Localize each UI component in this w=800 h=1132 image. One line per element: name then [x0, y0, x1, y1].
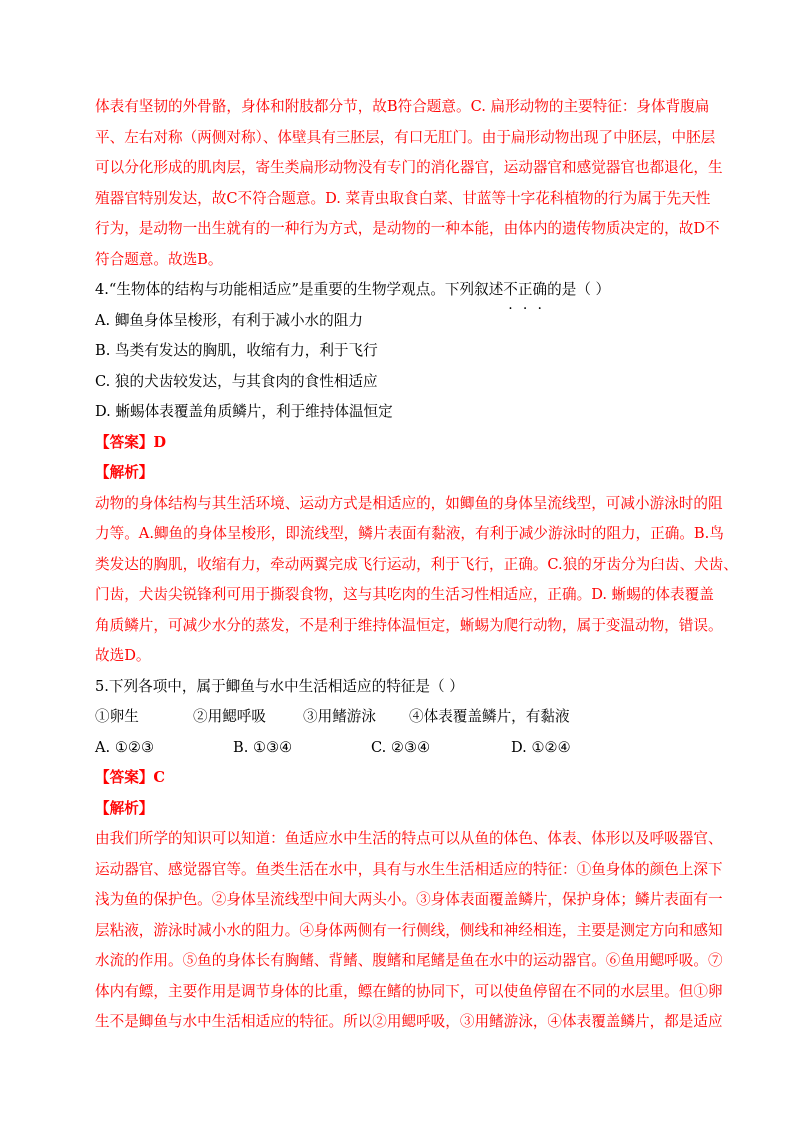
emphasis-char: 正: [517, 281, 533, 298]
text-line: 水流的作用。⑤鱼的身体长有胸鳍、背鳍、腹鳍和尾鳍是鱼在水中的运动器官。⑥鱼用鳃呼吸。⑦: [95, 952, 723, 969]
question-5-option: C. ②③④: [371, 738, 431, 756]
question-4-option-a: A. 鲫鱼身体呈梭形，有利于减小水的阻力: [95, 311, 363, 329]
question-5-stem: 5.下列各项中，属于鲫鱼与水中生活相适应的特征是（ ）: [95, 677, 464, 695]
text-line: 浅为鱼的保护色。②身体呈流线型中间大两头小。③身体表面覆盖鳞片，保护身体；鳞片表面有一: [95, 891, 723, 908]
text-line: 符合题意。故选B。: [95, 250, 223, 268]
text-line: 类发达的胸肌，收缩有力，牵动两翼完成飞行运动，利于飞行，正确。C.狼的牙齿分为臼齿、犬齿、: [95, 555, 738, 573]
question-4-stem: 4.“生物体的结构与功能相适应”是重要的生物学观点。下列叙述不正确的是（ ）: [95, 281, 611, 298]
text-line: 体表有坚韧的外骨骼，身体和附肢都分节，故B符合题意。C. 扁形动物的主要特征：身体背腹扁: [95, 98, 710, 115]
question-5-answer: 【答案】C: [95, 769, 165, 786]
text-line: 运动器官、感觉器官等。鱼类生活在水中，具有与水生生活相适应的特征：①鱼身体的颜色上深下: [95, 860, 723, 878]
text-line: 平、左右对称（两侧对称）、体壁具有三胚层，有口无肛门。由于扁形动物出现了中胚层，中胚层: [95, 128, 716, 146]
text-line: 故选D。: [95, 647, 151, 664]
text-line: 门齿，犬齿尖锐锋利可用于撕裂食物，这与其吃肉的生活习性相适应，正确。D. 蜥蜴的体表覆盖: [95, 586, 714, 603]
emphasis-char: 确: [532, 281, 548, 298]
question-5-item: ①卵生: [95, 708, 139, 725]
question-4-analysis-tag: 【解析】: [95, 464, 154, 481]
question-4-option-d: D. 蜥蜴体表覆盖角质鳞片，利于维持体温恒定: [95, 403, 393, 420]
text-line: 殖器官特别发达，故C不符合题意。D. 菜青虫取食白菜、甘蓝等十字花科植物的行为属于先天性: [95, 189, 711, 207]
question-5-item: ④体表覆盖鳞片，有黏液: [409, 708, 570, 725]
question-5-options: [95, 733, 715, 764]
text-line: 角质鳞片，可减少水分的蒸发，不是利于维持体温恒定，蜥蜴为爬行动物，属于变温动物，错误。: [95, 616, 723, 634]
text-line: 由我们所学的知识可以知道：鱼适应水中生活的特点可以从鱼的体色、体表、体形以及呼吸器官、: [95, 830, 723, 847]
previous-analysis-continuation: [95, 92, 723, 275]
text-line: 动物的身体结构与其生活环境、运动方式是相适应的，如鲫鱼的身体呈流线型，可减小游泳时的阻: [95, 494, 723, 512]
text-line: 体内有鳔，主要作用是调节身体的比重，鳔在鳍的协同下，可以使鱼停留在不同的水层里。但①卵: [95, 982, 723, 1000]
text-line: 可以分化形成的肌肉层，寄生类扁形动物没有专门的消化器官，运动器官和感觉器官也都退化，生: [95, 159, 723, 176]
text-line: 力等。A.鲫鱼的身体呈梭形，即流线型，鳞片表面有黏液，有利于减少游泳时的阻力，正确。B.鸟: [95, 525, 724, 542]
question-4-answer: 【答案】D: [95, 433, 167, 451]
emphasis-char: 不: [503, 281, 518, 298]
question-5-item: ②用鳃呼吸: [193, 708, 266, 725]
question-5-items: [95, 702, 715, 733]
question-5-option: D. ①②④: [511, 738, 571, 756]
question-5-analysis: [95, 824, 723, 1038]
question-5-analysis-tag: 【解析】: [95, 799, 154, 817]
question-4-option-b: B. 鸟类有发达的胸肌，收缩有力，利于飞行: [95, 342, 378, 359]
question-4-option-c: C. 狼的犬齿较发达，与其食肉的食性相适应: [95, 372, 378, 390]
text-line: 行为，是动物一出生就有的一种行为方式，是动物的一种本能，由体内的遗传物质决定的，故D不: [95, 220, 720, 237]
question-5-option: B. ①③④: [233, 738, 293, 756]
question-5-item: ③用鳍游泳: [303, 708, 376, 725]
question-4-analysis: [95, 489, 738, 672]
document-content: [95, 92, 738, 1038]
text-line: 层粘液，游泳时减小水的阻力。④身体两侧有一行侧线，侧线和神经相连，主要是测定方向和感知: [95, 921, 723, 939]
text-line: 生不是鲫鱼与水中生活相适应的特征。所以②用鳃呼吸，③用鳍游泳，④体表覆盖鳞片，都是适应: [95, 1013, 723, 1030]
question-5-option: A. ①②③: [95, 738, 155, 756]
